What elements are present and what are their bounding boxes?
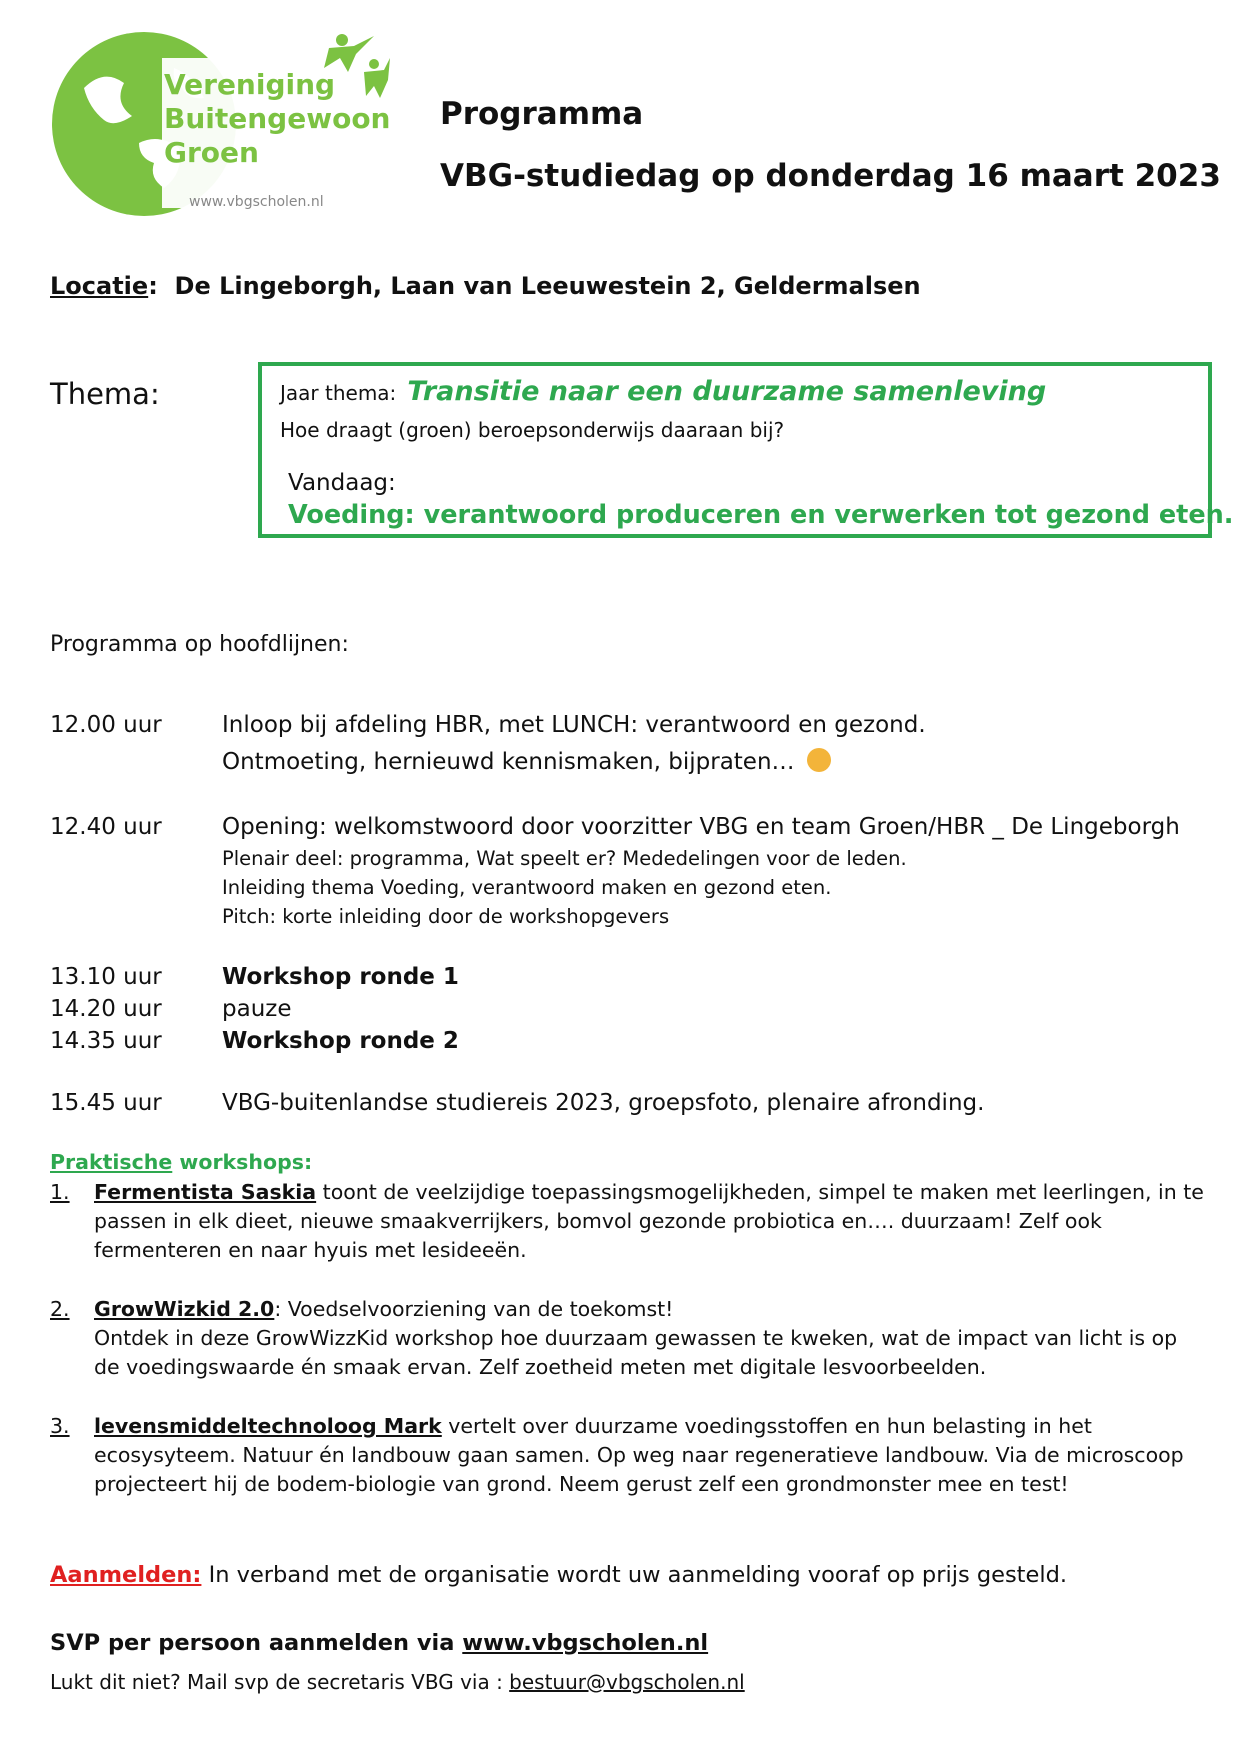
year-theme-line xyxy=(280,376,1046,407)
theme-label: Thema: xyxy=(50,377,160,411)
workshop-text: ecosysyteem. Natuur én landbouw gaan samen. Op weg naar regeneratieve landbouw. Via de microscoop xyxy=(94,1443,1184,1467)
workshop-number: 1. xyxy=(50,1180,70,1204)
theme-box xyxy=(258,362,1234,538)
logo-line-3: Groen xyxy=(164,136,259,169)
schedule-subtext: Pitch: korte inleiding door de workshopgevers xyxy=(222,905,670,928)
workshop-text: vertelt over duurzame voedingsstoffen en hun belasting in het xyxy=(441,1414,1092,1438)
schedule-time: 15.45 uur xyxy=(50,1090,162,1116)
schedule-subtext: Inleiding thema Voeding, verantwoord maken en gezond eten. xyxy=(222,876,832,899)
schedule-time: 14.35 uur xyxy=(50,1028,162,1054)
year-theme-label: Jaar thema: xyxy=(280,381,397,405)
mail-prefix: Lukt dit niet? Mail svp de secretaris VBG via : xyxy=(50,1670,510,1694)
signup-line xyxy=(50,1562,1067,1588)
workshops-heading-b: workshops: xyxy=(172,1150,313,1174)
workshop-text: Ontdek in deze GrowWizzKid workshop hoe duurzaam gewassen te kweken, wat de impact van licht is op xyxy=(94,1326,1178,1350)
workshop-item xyxy=(94,1412,1194,1499)
signup-label: Aanmelden: xyxy=(50,1562,202,1588)
schedule-subtext: Plenair deel: programma, Wat speelt er? Mededelingen voor de leden. xyxy=(222,847,907,870)
page-title: Programma xyxy=(440,96,644,132)
workshops-heading-a: Praktische xyxy=(50,1150,173,1174)
workshop-text: toont de veelzijdige toepassingsmogelijkheden, simpel te maken met leerlingen, in te xyxy=(316,1180,1204,1204)
schedule-time: 14.20 uur xyxy=(50,996,162,1022)
schedule-text: Inloop bij afdeling HBR, met LUNCH: verantwoord en gezond. xyxy=(222,712,926,738)
schedule-time: 13.10 uur xyxy=(50,964,162,990)
workshops-heading xyxy=(50,1150,312,1174)
workshop-number: 2. xyxy=(50,1297,70,1321)
workshop-name: Fermentista Saskia xyxy=(94,1180,317,1204)
workshop-item xyxy=(94,1295,1194,1382)
location-label: Locatie xyxy=(50,272,149,300)
workshop-name: levensmiddeltechnoloog Mark xyxy=(94,1414,442,1438)
today-theme: Voeding: verantwoord produceren en verwerken tot gezond eten. xyxy=(288,500,1234,530)
schedule-text-line: Ontmoeting, hernieuwd kennismaken, bijpraten… xyxy=(222,749,795,775)
workshop-text: de voedingswaarde én smaak ervan. Zelf zoetheid meten met digitale lesvoorbeelden. xyxy=(94,1355,987,1379)
vbg-logo xyxy=(44,28,444,228)
logo-line-2: Buitengewoon xyxy=(164,102,391,135)
schedule-text: VBG-buitenlandse studiereis 2023, groepsfoto, plenaire afronding. xyxy=(222,1090,985,1116)
location-colon: : xyxy=(148,272,158,300)
location-value: De Lingeborgh, Laan van Leeuwestein 2, Geldermalsen xyxy=(174,272,921,300)
today-label: Vandaag: xyxy=(288,470,396,496)
mail-line xyxy=(50,1670,745,1694)
schedule-text: Opening: welkomstwoord door voorzitter VBG en team Groen/HBR _ De Lingeborgh xyxy=(222,814,1180,840)
signup-cta-prefix: SVP per persoon aanmelden via xyxy=(50,1630,463,1656)
workshop-text: fermenteren en naar hyuis met lesideeën. xyxy=(94,1238,527,1262)
smiley-emoji-icon xyxy=(807,748,831,772)
workshop-item xyxy=(94,1178,1204,1265)
schedule-time: 12.00 uur xyxy=(50,712,162,738)
signup-text: In verband met de organisatie wordt uw aanmelding vooraf op prijs gesteld. xyxy=(201,1562,1068,1588)
programme-heading: Programma op hoofdlijnen: xyxy=(50,632,349,657)
schedule-text: pauze xyxy=(222,996,292,1022)
schedule-text xyxy=(222,748,831,775)
page-subtitle: VBG-studiedag op donderdag 16 maart 2023 xyxy=(440,158,1221,194)
email-link[interactable]: bestuur@vbgscholen.nl xyxy=(509,1670,745,1694)
workshop-text: passen in elk dieet, nieuwe smaakverrijkers, bomvol gezonde probiotica en…. duurzaam! Zelf ook xyxy=(94,1209,1102,1233)
workshop-text: projecteert hij de bodem-biologie van grond. Neem gerust zelf een grondmonster mee en test! xyxy=(94,1472,1069,1496)
location-line xyxy=(50,272,921,300)
theme-question: Hoe draagt (groen) beroepsonderwijs daaraan bij? xyxy=(280,418,785,442)
signup-cta xyxy=(50,1630,708,1656)
schedule-time: 12.40 uur xyxy=(50,814,162,840)
schedule-text: Workshop ronde 1 xyxy=(222,964,459,990)
logo-url: www.vbgscholen.nl xyxy=(189,194,324,210)
workshop-number: 3. xyxy=(50,1414,70,1438)
logo-line-1: Vereniging xyxy=(164,68,336,101)
workshop-text: : Voedselvoorziening van de toekomst! xyxy=(274,1297,674,1321)
website-link[interactable]: www.vbgscholen.nl xyxy=(462,1630,709,1656)
year-theme-value: Transitie naar een duurzame samenleving xyxy=(407,376,1047,407)
workshop-name: GrowWizkid 2.0 xyxy=(94,1297,275,1321)
schedule-text: Workshop ronde 2 xyxy=(222,1028,459,1054)
